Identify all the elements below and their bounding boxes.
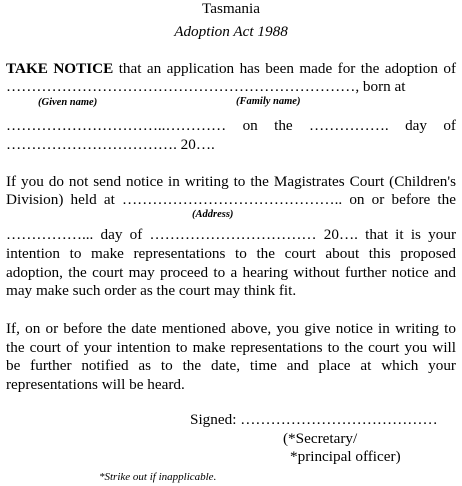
family-name-label: (Family name) [236,96,301,107]
para2-line-1: If you do not send notice in writing to the Magistrates Court (Children's [6,173,456,190]
secretary-role: (*Secretary/ [283,430,358,447]
para2-line-2: Division) held at …………………………………….. on or before the [6,191,456,208]
signed-line: Signed: ………………………………… [190,411,438,428]
para3-line-4: representations will be heard. [6,376,185,393]
para3-line-3: be further notified as to the date, time and place at which your [6,357,456,374]
act-title: Adoption Act 1988 [174,23,288,40]
jurisdiction-heading: Tasmania [202,0,260,17]
para2-line-5: adoption, the court may proceed to a hearing without further notice and [6,264,456,281]
para2-line-6: may make such order as the court may think fit. [6,282,297,299]
footnote: *Strike out if inapplicable. [99,471,217,483]
address-label: (Address) [192,209,234,220]
notice-line-1 [6,60,456,78]
given-name-label: (Given name) [38,97,98,108]
notice-line-2: ……………………………………………………………, born at [6,78,406,95]
principal-officer-role: *principal officer) [290,448,401,465]
take-notice-lead: TAKE NOTICE [6,60,114,77]
para3-line-1: If, on or before the date mentioned above, you give notice in writing to [6,320,456,337]
notice-line-3: …………………………..………… on the ……………. day of [6,117,456,134]
para3-line-2: the court of your intention to make representations to the court you will [6,339,456,356]
para2-line-3: ……………... day of …………………………… 20…. that it is your [6,226,456,243]
para2-line-4: intention to make representations to the court about this proposed [6,245,456,262]
notice-line-1-text: that an application has been made for the adoption of [118,60,457,77]
notice-line-4: ……………………………. 20…. [6,136,215,153]
